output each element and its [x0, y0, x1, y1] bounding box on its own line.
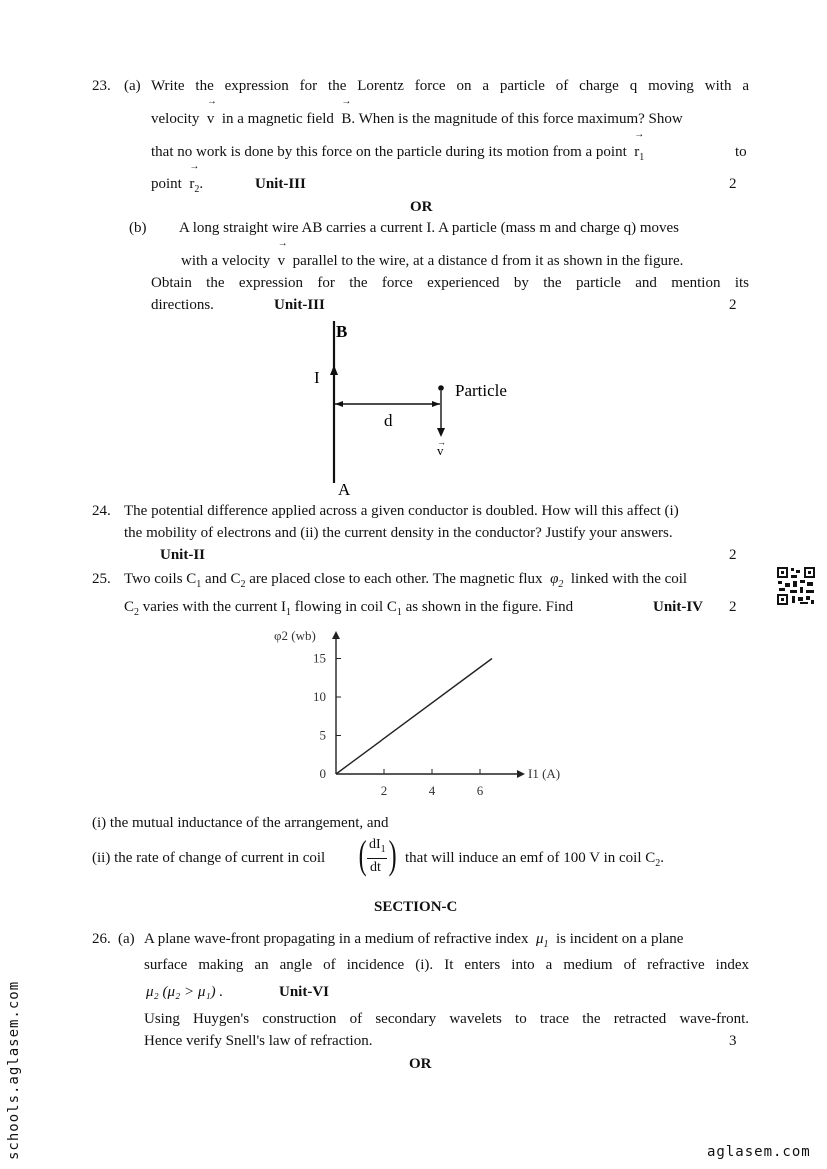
q23b-marks: 2: [729, 297, 737, 313]
svg-text:→: →: [437, 437, 446, 447]
q25-part-ii: (ii) the rate of change of current in coil: [92, 850, 326, 866]
vector-v: → v: [206, 96, 217, 127]
q26a-line5: Hence verify Snell's law of refraction.: [144, 1033, 373, 1049]
q23a-line3: that no work is done by this force on the particle during its motion from a point → $r_1$: [151, 143, 644, 167]
x-axis-arrow-icon: [517, 770, 525, 778]
q24-line2: the mobility of electrons and (ii) the current density in the conductor? Justify your answers.: [124, 525, 673, 541]
q26a-line4: Using Huygen's construction of secondary wavelets to trace the retracted wave-front.: [144, 1011, 749, 1027]
q23a-line3-post: to: [735, 144, 747, 160]
q23b-label: (b): [129, 220, 147, 236]
q24-number: 24.: [92, 503, 111, 519]
q23a-label: (a): [124, 78, 141, 94]
y-axis-label: φ2 (wb): [274, 628, 316, 643]
y-tick-label: 15: [313, 650, 326, 666]
label-v: v: [437, 443, 444, 458]
q23a-marks: 2: [729, 176, 737, 192]
q23b-line4: directions.: [151, 297, 214, 313]
y-tick-label: 0: [319, 766, 326, 781]
q24-marks: 2: [729, 547, 737, 563]
vector-v-b: → v: [277, 238, 288, 269]
velocity-arrow-icon: [437, 428, 445, 437]
x-tick-label: 6: [476, 783, 484, 798]
q23a-line2: [151, 96, 683, 128]
q26a-label: (a): [118, 931, 135, 947]
q26-unit: Unit-VI: [279, 984, 330, 1000]
q26a-line3-expr: μ₂ (μ₂ > μ₁) .: [146, 984, 224, 1000]
label-particle: Particle: [455, 381, 507, 400]
q23-or: OR: [410, 199, 433, 215]
side-watermark: schools.aglasem.com: [6, 980, 22, 1160]
q24-unit: Unit-II: [160, 547, 206, 563]
particle-dot: [438, 385, 444, 391]
phi-symbol: $\varphi_2$: [550, 571, 564, 590]
qr-code-icon: [776, 566, 816, 606]
y-axis-arrow-icon: [332, 631, 340, 639]
current-arrow-icon: [330, 365, 338, 375]
q25-marks: 2: [729, 599, 737, 615]
q26a-line2: surface making an angle of incidence (i). It enters into a medium of refractive index: [144, 957, 749, 973]
y-tick-label: 5: [319, 727, 326, 743]
label-d: d: [384, 411, 393, 430]
distance-arrow-left-icon: [335, 401, 343, 407]
q23b-line1: A long straight wire AB carries a current I. A particle (mass m and charge q) moves: [179, 220, 679, 236]
q25-number: 25.: [92, 571, 111, 587]
q25-unit: Unit-IV: [653, 599, 704, 615]
q26-or: OR: [409, 1056, 432, 1072]
q23a-line2-mid: in a magnetic field: [221, 111, 334, 127]
x-axis-label: I1 (A): [528, 766, 561, 781]
bottom-watermark: aglasem.com: [707, 1144, 811, 1160]
q26-marks: 3: [729, 1033, 737, 1049]
vector-r2: → $r_2$: [189, 161, 200, 195]
q23a-unit: Unit-III: [255, 176, 306, 192]
mu1-symbol: $\mu_1$: [535, 931, 549, 950]
vector-b: → B: [341, 96, 352, 127]
q23-number: 23.: [92, 78, 111, 94]
q25-line2: $C_2$ varies with the current $I_1$ flowing in coil $C_1$ as shown in the figure. Find: [124, 599, 574, 618]
frac-denominator: dt: [370, 860, 381, 875]
q23a-line4: point → $r_2$.: [151, 175, 203, 199]
q23a-line1: Write the expression for the Lorentz force on a particle of charge q moving with a: [151, 78, 749, 94]
flux-series-line: [336, 659, 492, 775]
q23b-line3: Obtain the expression for the force experienced by the particle and mention its: [151, 275, 749, 291]
distance-arrow-right-icon: [432, 401, 440, 407]
q23b-line2: with a velocity → v parallel to the wire, at a distance d from it as shown in the figure.: [181, 238, 684, 269]
frac-numerator: $dI_1$: [369, 837, 386, 855]
q25-fraction: ( $dI_1$ dt ): [358, 832, 397, 877]
q23b-unit: Unit-III: [274, 297, 325, 313]
label-a: A: [338, 480, 351, 499]
x-tick-label: 2: [380, 783, 388, 798]
label-i: I: [314, 368, 320, 387]
q26-number: 26.: [92, 931, 111, 947]
q25-part-i: (i) the mutual inductance of the arrangement, and: [92, 815, 389, 831]
vector-r1: → $r_1$: [634, 129, 645, 163]
flux-current-chart: [270, 625, 580, 805]
label-b: B: [336, 322, 348, 341]
q23a-line2-post: . When is the magnitude of this force maximum? Show: [351, 111, 683, 127]
q25-part-ii-post: that will induce an emf of 100 V in coil $C_2$.: [405, 850, 664, 869]
section-c-heading: SECTION-C: [374, 899, 458, 915]
y-tick-label: 10: [313, 689, 326, 704]
q26a-line1: A plane wave-front propagating in a medium of refractive index $\mu_1$ is incident on a plane: [144, 931, 684, 950]
x-tick-label: 4: [428, 783, 436, 798]
q24-line1: The potential difference applied across a given conductor is doubled. How will this affect (i): [124, 503, 679, 519]
q23a-line2-pre: velocity: [151, 111, 200, 127]
q25-line1: Two coils $C_1$ and $C_2$ are placed close to each other. The magnetic flux $\varphi_2$ linked with the coil: [124, 571, 688, 590]
wire-particle-figure: [300, 315, 560, 500]
